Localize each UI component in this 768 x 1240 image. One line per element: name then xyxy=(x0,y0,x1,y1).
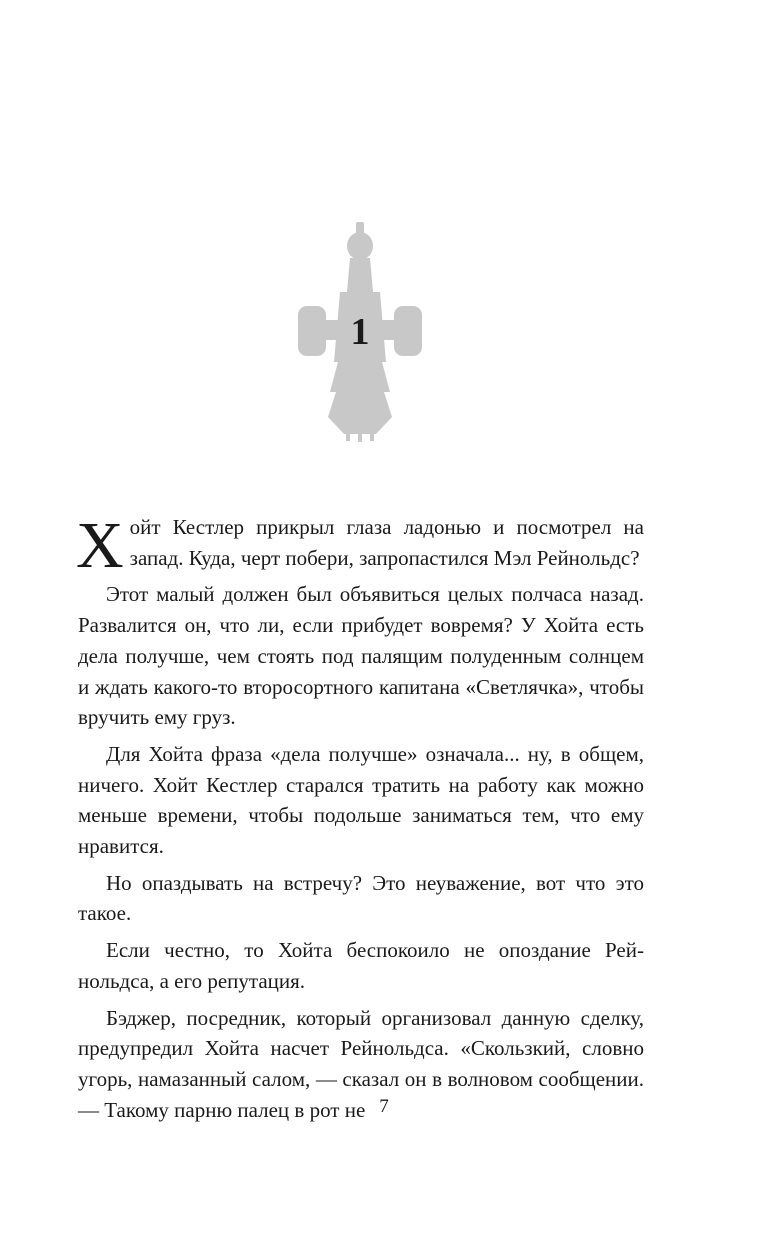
paragraph: Этот малый должен был объявиться целых полчаса назад. Развалится он, что ли, если прибудет вовремя? У Хойта есть дела получше, чем стоять под палящим полуденным солнцем и ждать какого-то второсортного капитана «Светлячка», чтобы вручить ему груз. xyxy=(78,582,644,730)
paragraph: Бэджер, посредник, который организовал данную сделку, предупредил Хойта насчет Рейнольдса. «Скользкий, словно угорь, намазанный салом, — сказал он в волновом сообщении. — Такому парню палец в рот не xyxy=(78,1005,644,1122)
paragraph-text: ойт Кестлер прикрыл глаза ладонью и посмотрел на запад. Куда, черт побери, запропастился Мэл Рейнольдс? xyxy=(129,515,644,570)
paragraph: Для Хойта фраза «дела получше» означала... ну, в общем, ничего. Хойт Кестлер старался тратить на работу как можно меньше времени, чтобы подольше заниматься тем, что ему нравится. xyxy=(78,741,644,859)
drop-cap: Х xyxy=(76,509,124,582)
page-number: 7 xyxy=(379,1096,389,1117)
body-text xyxy=(76,509,644,1131)
paragraph: Но опаздывать на встречу? Это неуважение, вот что это такое. xyxy=(78,870,644,926)
paragraph: Если честно, то Хойта беспокоило не опоздание Рейнольдса, а его репутация. xyxy=(78,938,644,993)
chapter-number: 1 xyxy=(350,311,370,353)
paragraph xyxy=(76,509,644,582)
